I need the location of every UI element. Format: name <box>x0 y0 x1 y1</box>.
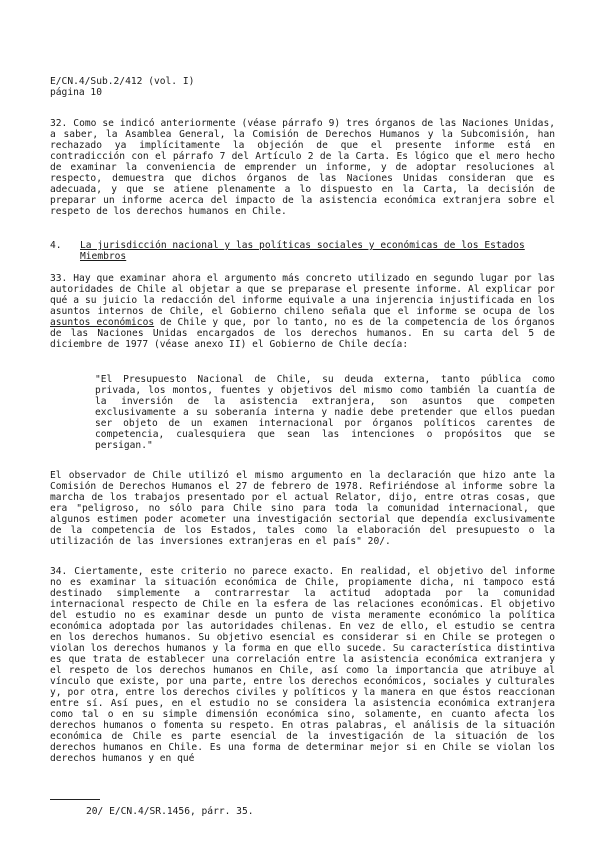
paragraph-32: 32. Como se indicó anteriormente (véase párrafo 9) tres órganos de las Naciones Unidas, a saber, la Asamblea General, la Comisión de Derechos Humanos y la Subcomisión, han rechazado ya implícitamente la objeción de que el presente informe está en contradicción con el párrafo 7 del Artículo 2 de la Carta. Es lógico que el mero hecho de examinar la conveniencia de emprender un informe, y de adoptar resoluciones al respecto, demuestra que dichos órganos de las Naciones Unidas consideran que es adecuada, y que se atiene plenamente a lo dispuesto en la Carta, la decisión de preparar un informe acerca del impacto de la asistencia económica extranjera sobre el respeto de los derechos humanos en Chile. <box>50 118 555 217</box>
paragraph-observer: El observador de Chile utilizó el mismo argumento en la declaración que hizo ante la Comisión de Derechos Humanos el 27 de febrero de 1978. Refiriéndose al informe sobre la marcha de los trabajos presentado por el actual Relator, dijo, entre otras cosas, que era "peligroso, no sólo para Chile sino para toda la comunidad internacional, que algunos estimen poder acometer una investigación sectorial que dependía exclusivamente de la competencia de los Estados, tales como la elaboración del presupuesto o la utilización de las inversiones extranjeras en el país" 20/. <box>50 470 555 547</box>
paragraph-34: 34. Ciertamente, este criterio no parece exacto. En realidad, el objetivo del informe no es examinar la situación económica de Chile, propiamente dicha, ni tampoco está destinado simplemente a contrarrestar la actitud adoptada por la comunidad internacional respecto de Chile en la esfera de las relaciones económicas. El objetivo del estudio no es examinar desde un punto de vista meramente económico la política económica adoptada por las autoridades chilenas. En vez de ello, el estudio se centra en los derechos humanos. Su objetivo esencial es considerar si en Chile se protegen o violan los derechos humanos y la forma en que ello sucede. Su característica distintiva es que trata de establecer una correlación entre la asistencia económica extranjera y el respeto de los derechos humanos en Chile, así como la importancia que atribuye al vínculo que existe, por una parte, entre los derechos económicos, sociales y culturales y, por otra, entre los derechos civiles y políticos y la manera en que éstos reaccionan entre sí. Así pues, en el estudio no se considera la asistencia económica extranjera como tal o en su simple dimensión económica sino, solamente, en cuanto afecta los derechos humanos o fomenta su respeto. En otras palabras, el análisis de la situación económica de Chile es parte esencial de la investigación de la situación de los derechos humanos en Chile. Es una forma de determinar mejor si en Chile se violan los derechos humanos y en qué <box>50 566 555 764</box>
section-title: La jurisdicción nacional y las políticas sociales y económicas de los Estados Miembros <box>80 240 525 262</box>
document-header <box>50 76 194 98</box>
section-number: 4. <box>50 240 62 251</box>
document-symbol: E/CN.4/Sub.2/412 (vol. I) <box>50 76 195 87</box>
paragraph-33-text-a: 33. Hay que examinar ahora el argumento más concreto utilizado en segundo lugar por las autoridades de Chile al objetar a que se preparase el presente informe. Al explicar por qué a su juicio la redacción del informe equivale a una injerencia injustificada en los asuntos internos de Chile, el Gobierno chileno señala que el informe se ocupa de los <box>50 273 555 317</box>
underlined-term: asuntos económicos <box>50 317 155 328</box>
block-quote: "El Presupuesto Nacional de Chile, su deuda externa, tanto pública como privada, los montos, fuentes y objetivos del mismo como también la cuantía de la inversión de la asistencia extranjera, son asuntos que competen exclusivamente a su soberanía interna y nadie debe pretender que ellos puedan ser objeto de un examen internacional por órganos políticos carentes de competencia, cualesquiera que sean las intenciones o propósitos que se persigan." <box>95 374 555 451</box>
page-number: página 10 <box>50 87 102 98</box>
footnote: 20/ E/CN.4/SR.1456, párr. 35. <box>86 806 254 817</box>
paragraph-33-text-b: de Chile y que, por lo tanto, no es de la competencia de los órganos de las Naciones Unidas encargados de los derechos humanos. En su carta del 5 de diciembre de 1977 (véase anexo II) el Gobierno de Chile decía: <box>50 317 555 350</box>
footnote-divider <box>50 799 100 800</box>
paragraph-33 <box>50 273 555 350</box>
